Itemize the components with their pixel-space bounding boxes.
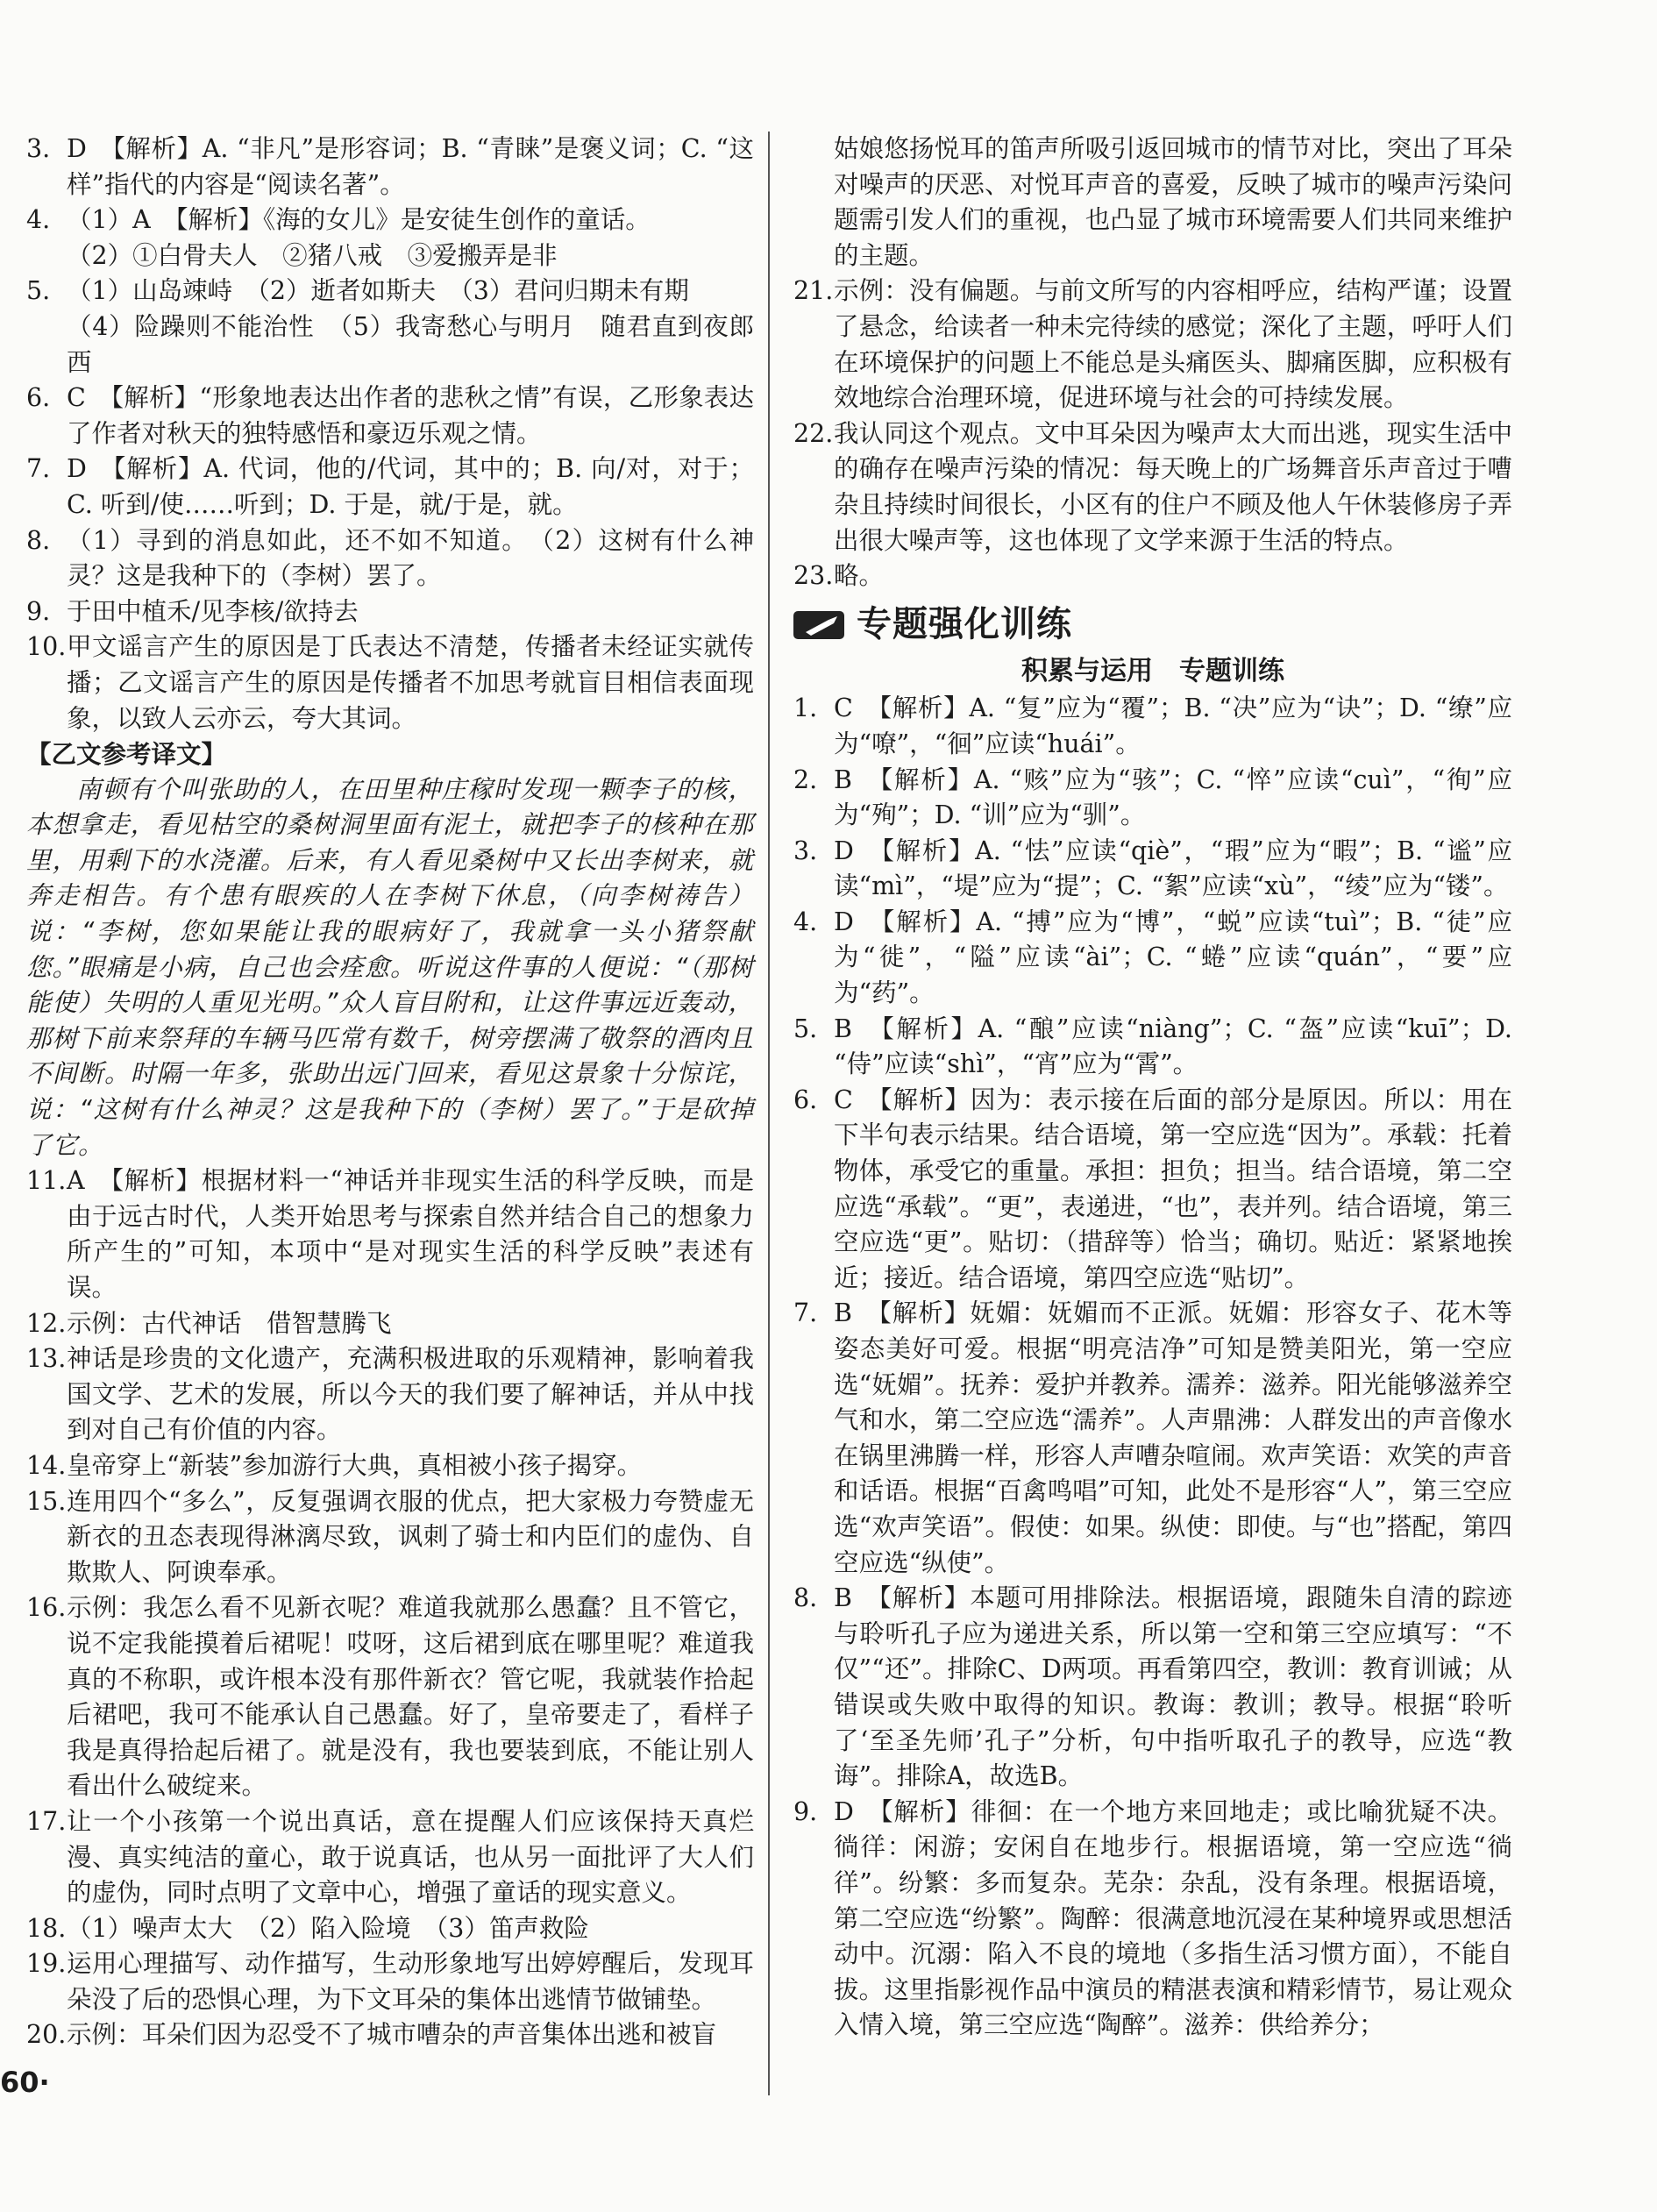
answer-number: 11. bbox=[26, 1166, 67, 1196]
answer-number: 14. bbox=[26, 1450, 67, 1480]
answer-item bbox=[26, 1804, 754, 1911]
answer-number: 23. bbox=[793, 561, 834, 591]
answer-item bbox=[793, 1581, 1512, 1795]
answer-text: D 【解析】A. “搏”应为“博”，“蜕”应读“tuì”；B. “徒”应为“徙”，“隘”应读“ài”；C. “蜷”应读“quán”，“要”应为“药”。 bbox=[834, 907, 1512, 1008]
answer-item bbox=[793, 691, 1512, 762]
answer-number: 12. bbox=[26, 1308, 67, 1338]
answer-item bbox=[793, 1012, 1521, 1083]
answer-text: 略。 bbox=[834, 561, 885, 591]
answer-item bbox=[793, 763, 1512, 834]
answer-list-left-2 bbox=[26, 1163, 754, 2053]
answer-text: C 【解析】“形象地表达出作者的悲秋之情”有误，乙形象表达了作者对秋天的独特感悟和豪迈乐观之情。 bbox=[67, 383, 754, 448]
answer-number: 22. bbox=[793, 418, 834, 448]
answer-item bbox=[26, 594, 754, 630]
answer-text: 示例：耳朵们因为忍受不了城市嘈杂的声音集体出逃和被盲 bbox=[67, 2020, 717, 2050]
answer-text: A 【解析】根据材料一“神话并非现实生活的科学反映，而是由于远古时代，人类开始思考与探索自然并结合自己的想象力所产生的”可知，本项中“是对现实生活的科学反映”表述有误。 bbox=[67, 1166, 754, 1302]
answer-item bbox=[26, 274, 754, 381]
answer-item bbox=[26, 2017, 754, 2053]
answer-number: 7. bbox=[793, 1298, 818, 1328]
answer-text: 示例：没有偏题。与前文所写的内容相呼应，结构严谨；设置了悬念，给读者一种未完待续的感觉；深化了主题，呼吁人们在环境保护的问题上不能总是头痛医头、脚痛医脚，应积极有效地综合治理环境，促进环境与社会的可持续发展。 bbox=[834, 276, 1512, 413]
answer-item bbox=[26, 629, 754, 736]
answer-number: 10. bbox=[26, 632, 67, 662]
answer-number: 13. bbox=[26, 1344, 67, 1374]
answer-number: 5. bbox=[26, 276, 51, 306]
answer-text: B 【解析】A. “赅”应为“骇”；C. “悴”应读“cuì”，“徇”应为“殉”；D. “训”应为“驯”。 bbox=[834, 765, 1512, 830]
answer-item bbox=[26, 1306, 754, 1342]
answer-number: 9. bbox=[26, 596, 51, 626]
section-header bbox=[793, 600, 1512, 651]
answer-item bbox=[26, 1163, 754, 1305]
answer-number: 9. bbox=[793, 1796, 818, 1826]
answer-number: 1. bbox=[793, 693, 818, 723]
answer-item bbox=[26, 1911, 754, 1947]
answer-number: 15. bbox=[26, 1486, 67, 1516]
answer-item bbox=[26, 452, 754, 523]
pencil-banner-icon bbox=[793, 608, 848, 643]
answer-text: 运用心理描写、动作描写，生动形象地写出婷婷醒后，发现耳朵没了后的恐惧心理，为下文耳朵的集体出逃情节做铺垫。 bbox=[67, 1949, 754, 2014]
answer-item bbox=[26, 1484, 754, 1591]
section-title: 专题强化训练 bbox=[857, 604, 1072, 645]
answer-item bbox=[26, 1946, 754, 2017]
answer-number: 20. bbox=[26, 2020, 67, 2050]
answer-text: 甲文谣言产生的原因是丁氏表达不清楚，传播者未经证实就传播；乙文谣言产生的原因是传播者不加思考就盲目相信表面现象，以致人云亦云，夸大其词。 bbox=[67, 632, 754, 733]
left-column bbox=[26, 132, 754, 2053]
translation-header: 【乙文参考译文】 bbox=[26, 739, 227, 770]
answer-item bbox=[793, 1795, 1512, 2044]
answer-item bbox=[793, 1083, 1512, 1297]
answer-list-right-2 bbox=[793, 691, 1521, 2044]
answer-text: 让一个小孩第一个说出真话，意在提醒人们应该保持天真烂漫、真实纯洁的童心，敢于说真话，也从另一面批评了大人们的虚伪，同时点明了文章中心，增强了童话的现实意义。 bbox=[67, 1806, 754, 1908]
answer-number: 6. bbox=[793, 1085, 818, 1114]
answer-item bbox=[793, 274, 1512, 416]
answer-text: 皇帝穿上“新装”参加游行大典，真相被小孩子揭穿。 bbox=[67, 1450, 643, 1480]
answer-text: 神话是珍贵的文化遗产，充满积极进取的乐观精神，影响着我国文学、艺术的发展，所以今天的我们要了解神话，并从中找到对自己有价值的内容。 bbox=[67, 1344, 754, 1445]
answer-text: 于田中植禾/见李核/欲持去 bbox=[67, 596, 359, 626]
answer-text: C 【解析】因为：表示接在后面的部分是原因。所以：用在下半句表示结果。结合语境，第一空应选“因为”。承载：托着物体，承受它的重量。承担：担负；担当。结合语境，第二空应选“承载”。“更”，表递进，“也”，表并列。结合语境，第三空应选“更”。贴切：（措辞等）恰当；确切。贴近：紧紧地挨近；接近。结合语境，第四空应选“贴切”。 bbox=[834, 1085, 1512, 1292]
answer-item bbox=[26, 523, 754, 594]
answer-text: 示例：我怎么看不见新衣呢？难道我就那么愚蠢？且不管它，说不定我能摸着后裙呢！哎呀，这后裙到底在哪里呢？难道我真的不称职，或许根本没有那件新衣？管它呢，我就装作拾起后裙吧，我可不能承认自己愚蠢。好了，皇帝要走了，看样子我是真得拾起后裙了。就是没有，我也要装到底，不能让别人看出什么破绽来。 bbox=[67, 1593, 754, 1801]
answer-text: C 【解析】A. “复”应为“覆”；B. “决”应为“诀”；D. “缭”应为“嘹”，“徊”应读“huái”。 bbox=[834, 693, 1512, 758]
answer-item bbox=[793, 905, 1512, 1012]
answer-number: 4. bbox=[26, 205, 51, 235]
answer-list-right-1 bbox=[793, 274, 1512, 594]
answer-text: B 【解析】A. “酿”应读“niàng”；C. “盔”应读“kuī”；D. “侍”应读“shì”，“宵”应为“霄”。 bbox=[834, 1014, 1521, 1079]
answer-number: 6. bbox=[26, 383, 51, 413]
answer-item bbox=[26, 1590, 754, 1804]
answer-text: （1）噪声太大 （2）陷入险境 （3）笛声救险 bbox=[67, 1913, 589, 1943]
answer-text: 连用四个“多么”，反复强调衣服的优点，把大家极力夸赞虚无新衣的丑态表现得淋漓尽致，讽刺了骑士和内臣们的虚伪、自欺欺人、阿谀奉承。 bbox=[67, 1486, 754, 1587]
answer-number: 18. bbox=[26, 1913, 67, 1943]
answer-text: D 【解析】A. “非凡”是形容词；B. “青睐”是褒义词；C. “这样”指代的内容是“阅读名著”。 bbox=[67, 134, 754, 199]
answer-item bbox=[793, 834, 1512, 905]
sub-title: 积累与运用 专题训练 bbox=[1021, 655, 1284, 686]
answer-item bbox=[26, 1448, 754, 1484]
answer-text: D 【解析】徘徊：在一个地方来回地走；或比喻犹疑不决。徜徉：闲游；安闲自在地步行。根据语境，第一空应选“徜徉”。纷繁：多而复杂。芜杂：杂乱，没有条理。根据语境，第二空应选“纷繁”。陶醉：很满意地沉浸在某种境界或思想活动中。沉溺：陷入不良的境地（多指生活习惯方面），不能自拔。这里指影视作品中演员的精湛表演和精彩情节，易让观众入情入境，第三空应选“陶醉”。滋养：供给养分； bbox=[834, 1796, 1512, 2040]
answer-item bbox=[26, 132, 754, 203]
answer-item bbox=[26, 203, 754, 274]
answer-text: 示例：古代神话 借智慧腾飞 bbox=[67, 1308, 392, 1338]
answer-number: 3. bbox=[26, 134, 51, 163]
answer-list-left-1 bbox=[26, 132, 754, 736]
answer-item bbox=[793, 558, 1512, 594]
answer-text: （1）山岛竦峙 （2）逝者如斯夫 （3）君问归期未有期 （4）险躁则不能治性 （5）我寄愁心与明月 随君直到夜郎西 bbox=[67, 276, 754, 377]
page-number: 60· bbox=[0, 2066, 50, 2099]
answer-text: D 【解析】A. “怯”应读“qiè”，“瑕”应为“暇”；B. “谧”应读“mì”，“堤”应为“提”；C. “絮”应读“xù”，“绫”应为“镂”。 bbox=[834, 836, 1512, 901]
answer-text: （1）A 【解析】《海的女儿》是安徒生创作的童话。 （2）①白骨夫人 ②猪八戒 ③爱搬弄是非 bbox=[67, 205, 651, 270]
continuation-text: 姑娘悠扬悦耳的笛声所吸引返回城市的情节对比，突出了耳朵对噪声的厌恶、对悦耳声音的喜爱，反映了城市的噪声污染问题需引发人们的重视，也凸显了城市环境需要人们共同来维护的主题。 bbox=[834, 134, 1512, 270]
answer-item bbox=[26, 1341, 754, 1448]
answer-number: 7. bbox=[26, 454, 51, 484]
answer-item bbox=[793, 416, 1512, 558]
answer-number: 8. bbox=[26, 525, 51, 555]
answer-text: B 【解析】本题可用排除法。根据语境，跟随朱自清的踪迹与聆听孔子应为递进关系，所以第一空和第三空应填写：“不仅”“还”。排除C、D两项。再看第四空，教训：教育训诫；从错误或失败中取得的知识。教诲：教训；教导。根据“聆听了‘至圣先师’孔子”分析，句中指听取孔子的教导，应选“教诲”。排除A，故选B。 bbox=[834, 1583, 1512, 1791]
answer-number: 19. bbox=[26, 1949, 67, 1979]
answer-text: D 【解析】A. 代词，他的/代词，其中的；B. 向/对，对于；C. 听到/使……听到；D. 于是，就/于是，就。 bbox=[67, 454, 754, 519]
right-column bbox=[793, 132, 1521, 2044]
translation-text: 南顿有个叫张助的人，在田里种庄稼时发现一颗李子的核，本想拿走，看见枯空的桑树洞里面有泥土，就把李子的核种在那里，用剩下的水浇灌。后来，有人看见桑树中又长出李树来，就奔走相告。有个患有眼疾的人在李树下休息，（向李树祷告）说：“李树，您如果能让我的眼病好了，我就拿一头小猪祭献您。”眼痛是小病，自己也会痊愈。听说这件事的人便说：“（那树能使）失明的人重见光明。”众人盲目附和，让这件事远近轰动，那树下前来祭拜的车辆马匹常有数千，树旁摆满了敬祭的酒肉且不间断。时隔一年多，张助出远门回来，看见这景象十分惊诧，说：“这树有什么神灵？这是我种下的（李树）罢了。”于是砍掉了它。 bbox=[26, 774, 754, 1160]
column-divider bbox=[768, 132, 770, 2095]
answer-number: 21. bbox=[793, 276, 834, 306]
answer-number: 8. bbox=[793, 1583, 818, 1613]
answer-item bbox=[793, 1296, 1512, 1581]
answer-number: 4. bbox=[793, 907, 818, 936]
answer-text: （1）寻到的消息如此，还不如不知道。 （2）这树有什么神灵？这是我种下的（李树）罢了。 bbox=[67, 525, 754, 591]
answer-number: 3. bbox=[793, 836, 818, 865]
answer-text: B 【解析】妩媚：妩媚而不正派。妩媚：形容女子、花木等姿态美好可爱。根据“明亮洁净”可知是赞美阳光，第一空应选“妩媚”。抚养：爱护并教养。濡养：滋养。阳光能够滋养空气和水，第二空应选“濡养”。人声鼎沸：人群发出的声音像水在锅里沸腾一样，形容人声嘈杂喧闹。欢声笑语：欢笑的声音和话语。根据“百禽鸣唱”可知，此处不是形容“人”，第三空应选“欢声笑语”。假使：如果。纵使：即使。与“也”搭配，第四空应选“纵使”。 bbox=[834, 1298, 1512, 1577]
answer-number: 16. bbox=[26, 1593, 67, 1623]
answer-number: 5. bbox=[793, 1014, 818, 1043]
answer-text: 我认同这个观点。文中耳朵因为噪声太大而出逃，现实生活中的确存在噪声污染的情况：每天晚上的广场舞音乐声音过于嘈杂且持续时间很长，小区有的住户不顾及他人午休装修房子弄出很大噪声等，这也体现了文学来源于生活的特点。 bbox=[834, 418, 1512, 555]
answer-number: 17. bbox=[26, 1806, 67, 1836]
answer-item bbox=[26, 381, 754, 452]
answer-number: 2. bbox=[793, 765, 818, 794]
